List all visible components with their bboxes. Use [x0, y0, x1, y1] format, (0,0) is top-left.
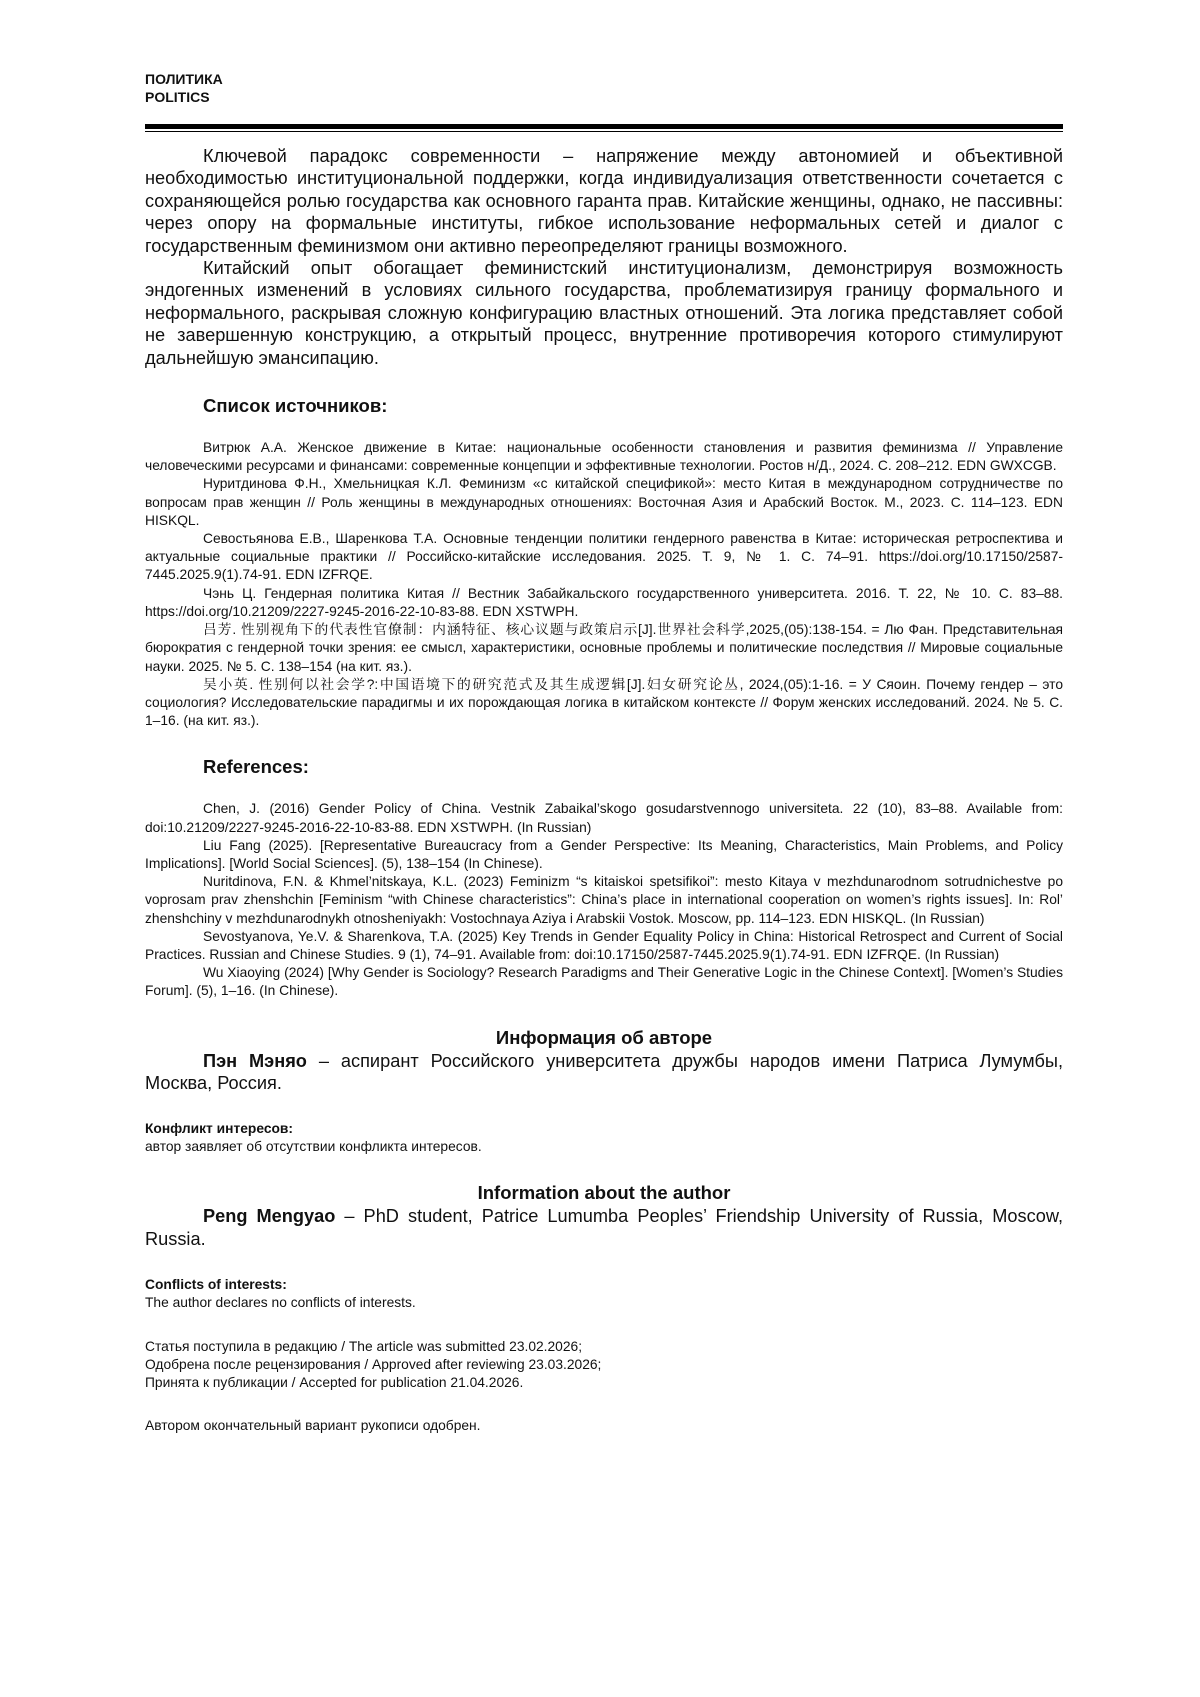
sources-title: Список источников: [203, 395, 388, 417]
conflict-text-ru: автор заявляет об отсутствии конфликта интересов. [145, 1139, 482, 1155]
section-label-en: POLITICS [145, 89, 210, 105]
body-paragraph-2: Китайский опыт обогащает феминистский институционализм, демонстрируя возможность эндогенных изменений в условиях сильного государства, проблематизируя границу формального и неформального, раскрывая сложную конфигурацию властных отношений. Эта логика представляет собой не завершенную конструкцию, а открытый процесс, внутренние противоречия которого стимулируют дальнейшую эмансипацию. [145, 258, 1063, 368]
reference-item: Nuritdinova, F.N. & Khmel’nitskaya, K.L. (2023) Feminizm “s kitaiskoi spetsifikoi”: mesto Kitaya v mezhdunarodnom sotrudnichestve po voprosam prav zhenshchin [Feminism “with Chinese characteristics”: China’s place in international cooperation on women’s rights issues]. In: Rol’ zhenshchiny v mezhdunarodnykh otnosheniyakh: Vostochnaya Aziya i Arabskii Vostok. Moscow, pp. 114–123. EDN HISKQL. (In Russian) [145, 874, 1063, 926]
date-approved: Одобрена после рецензирования / Approved after reviewing 23.03.2026; [145, 1357, 602, 1373]
date-accepted: Принята к публикации / Accepted for publication 21.04.2026. [145, 1375, 524, 1391]
author-info-title-ru: Информация об авторе [495, 1026, 713, 1048]
author-name-en: Peng Mengyao [203, 1206, 336, 1227]
source-item: Нуритдинова Ф.Н., Хмельницкая К.Л. Феминизм «с китайской спецификой»: место Китая в международном сотрудничестве по вопросам прав женщин // Роль женщины в международных отношениях: Восточная Азия и Арабский Восток. М., 2023. С. 114–123. EDN HISKQL. [145, 476, 1063, 528]
header-rule-thin [145, 131, 1063, 132]
conflict-title-ru: Конфликт интересов: [145, 1121, 293, 1137]
author-name-ru: Пэн Мэняо [203, 1050, 307, 1071]
source-item: 吴小英. 性别何以社会学?:中国语境下的研究范式及其生成逻辑[J].妇女研究论丛, 2024,(05):1-16. = У Сяоин. Почему гендер – это социология? Исследовательские парадигмы и их порождающая логика в китайском контексте // Форум женских исследований. 2024. № 5. С. 1–16. (на кит. яз.). [145, 676, 1063, 729]
section-label-ru: ПОЛИТИКА [145, 71, 223, 87]
body-paragraph-1: Ключевой парадокс современности – напряжение между автономией и объективной необходимостью институциональной поддержки, когда индивидуализация ответственности сочетается с сохраняющейся ролью государства как основного гаранта прав. Китайские женщины, однако, не пассивны: через опору на формальные институты, гибкое использование неформальных сетей и диалог с государственным феминизмом они активно переопределяют границы возможного. [145, 146, 1063, 256]
source-item: Чэнь Ц. Гендерная политика Китая // Вестник Забайкальского государственного университета. 2016. Т. 22, № 10. С. 83–88. https://doi.org/10.21209/2227-9245-2016-22-10-83-88. EDN XSTWPH. [145, 585, 1063, 619]
reference-item: Sevostyanova, Ye.V. & Sharenkova, T.A. (2025) Key Trends in Gender Equality Policy in China: Historical Retrospect and Current of Social Practices. Russian and Chinese Studies. 9 (1), 74–91. Available from: doi:10.17150/2587-7445.2025.9(1).74-91. EDN IZFRQE. (In Russian) [145, 928, 1063, 962]
reference-item: Wu Xiaoying (2024) [Why Gender is Sociology? Research Paradigms and Their Generative Logic in the Chinese Context]. [Women’s Studies Forum]. (5), 1–16. (In Chinese). [145, 965, 1063, 999]
author-info-title-en: Information about the author [477, 1182, 731, 1204]
author-info-en [145, 1205, 1063, 1250]
conflict-text-en: The author declares no conflicts of interests. [145, 1295, 416, 1311]
running-header [145, 70, 223, 106]
article-content [145, 145, 1063, 1435]
source-item: 吕芳. 性别视角下的代表性官僚制：内涵特征、核心议题与政策启示[J].世界社会科学,2025,(05):138-154. = Лю Фан. Представительная бюрократия с гендерной точки зрения: ее смысл, характеристики, основные проблемы и политические последствия // Мировые социальные науки. 2025. № 5. С. 138–154 (на кит. яз.). [145, 622, 1063, 674]
reference-item: Liu Fang (2025). [Representative Bureaucracy from a Gender Perspective: Its Meaning, Characteristics, Main Problems, and Policy Implications]. [World Social Sciences]. (5), 138–154 (In Chinese). [145, 837, 1063, 871]
author-desc-ru: – аспирант Российского университета дружбы народов имени Патриса Лумумбы, Москва, Россия. [145, 1050, 1063, 1093]
conflict-title-en: Conflicts of interests: [145, 1277, 287, 1293]
references-list [145, 800, 1063, 1000]
article-dates [145, 1338, 1063, 1392]
sources-list [145, 439, 1063, 730]
author-info-ru [145, 1050, 1063, 1095]
reference-item: Chen, J. (2016) Gender Policy of China. Vestnik Zabaikal’skogo gosudarstvennogo universiteta. 22 (10), 83–88. Available from: doi:10.21209/2227-9245-2016-22-10-83-88. EDN XSTWPH. (In Russian) [145, 801, 1063, 835]
author-desc-en: – PhD student, Patrice Lumumba Peoples’ Friendship University of Russia, Moscow, Russia. [145, 1206, 1063, 1249]
source-item: Севостьянова Е.В., Шаренкова Т.А. Основные тенденции политики гендерного равенства в Китае: историческая ретроспектива и актуальные социальные практики // Российско-китайские исследования. 2025. Т. 9, № 1. С. 74–91. https://doi.org/10.17150/2587-7445.2025.9(1).74-91. EDN IZFRQE. [145, 531, 1063, 583]
date-submitted: Статья поступила в редакцию / The article was submitted 23.02.2026; [145, 1339, 583, 1355]
references-title: References: [203, 756, 309, 778]
final-note: Автором окончательный вариант рукописи одобрен. [145, 1418, 481, 1434]
header-rule-thick [145, 124, 1063, 129]
source-item: Витрюк А.А. Женское движение в Китае: национальные особенности становления и развития феминизма // Управление человеческими ресурсами и финансами: современные концепции и эффективные технологии. Ростов н/Д., 2024. С. 208–212. EDN GWXCGB. [145, 440, 1063, 474]
